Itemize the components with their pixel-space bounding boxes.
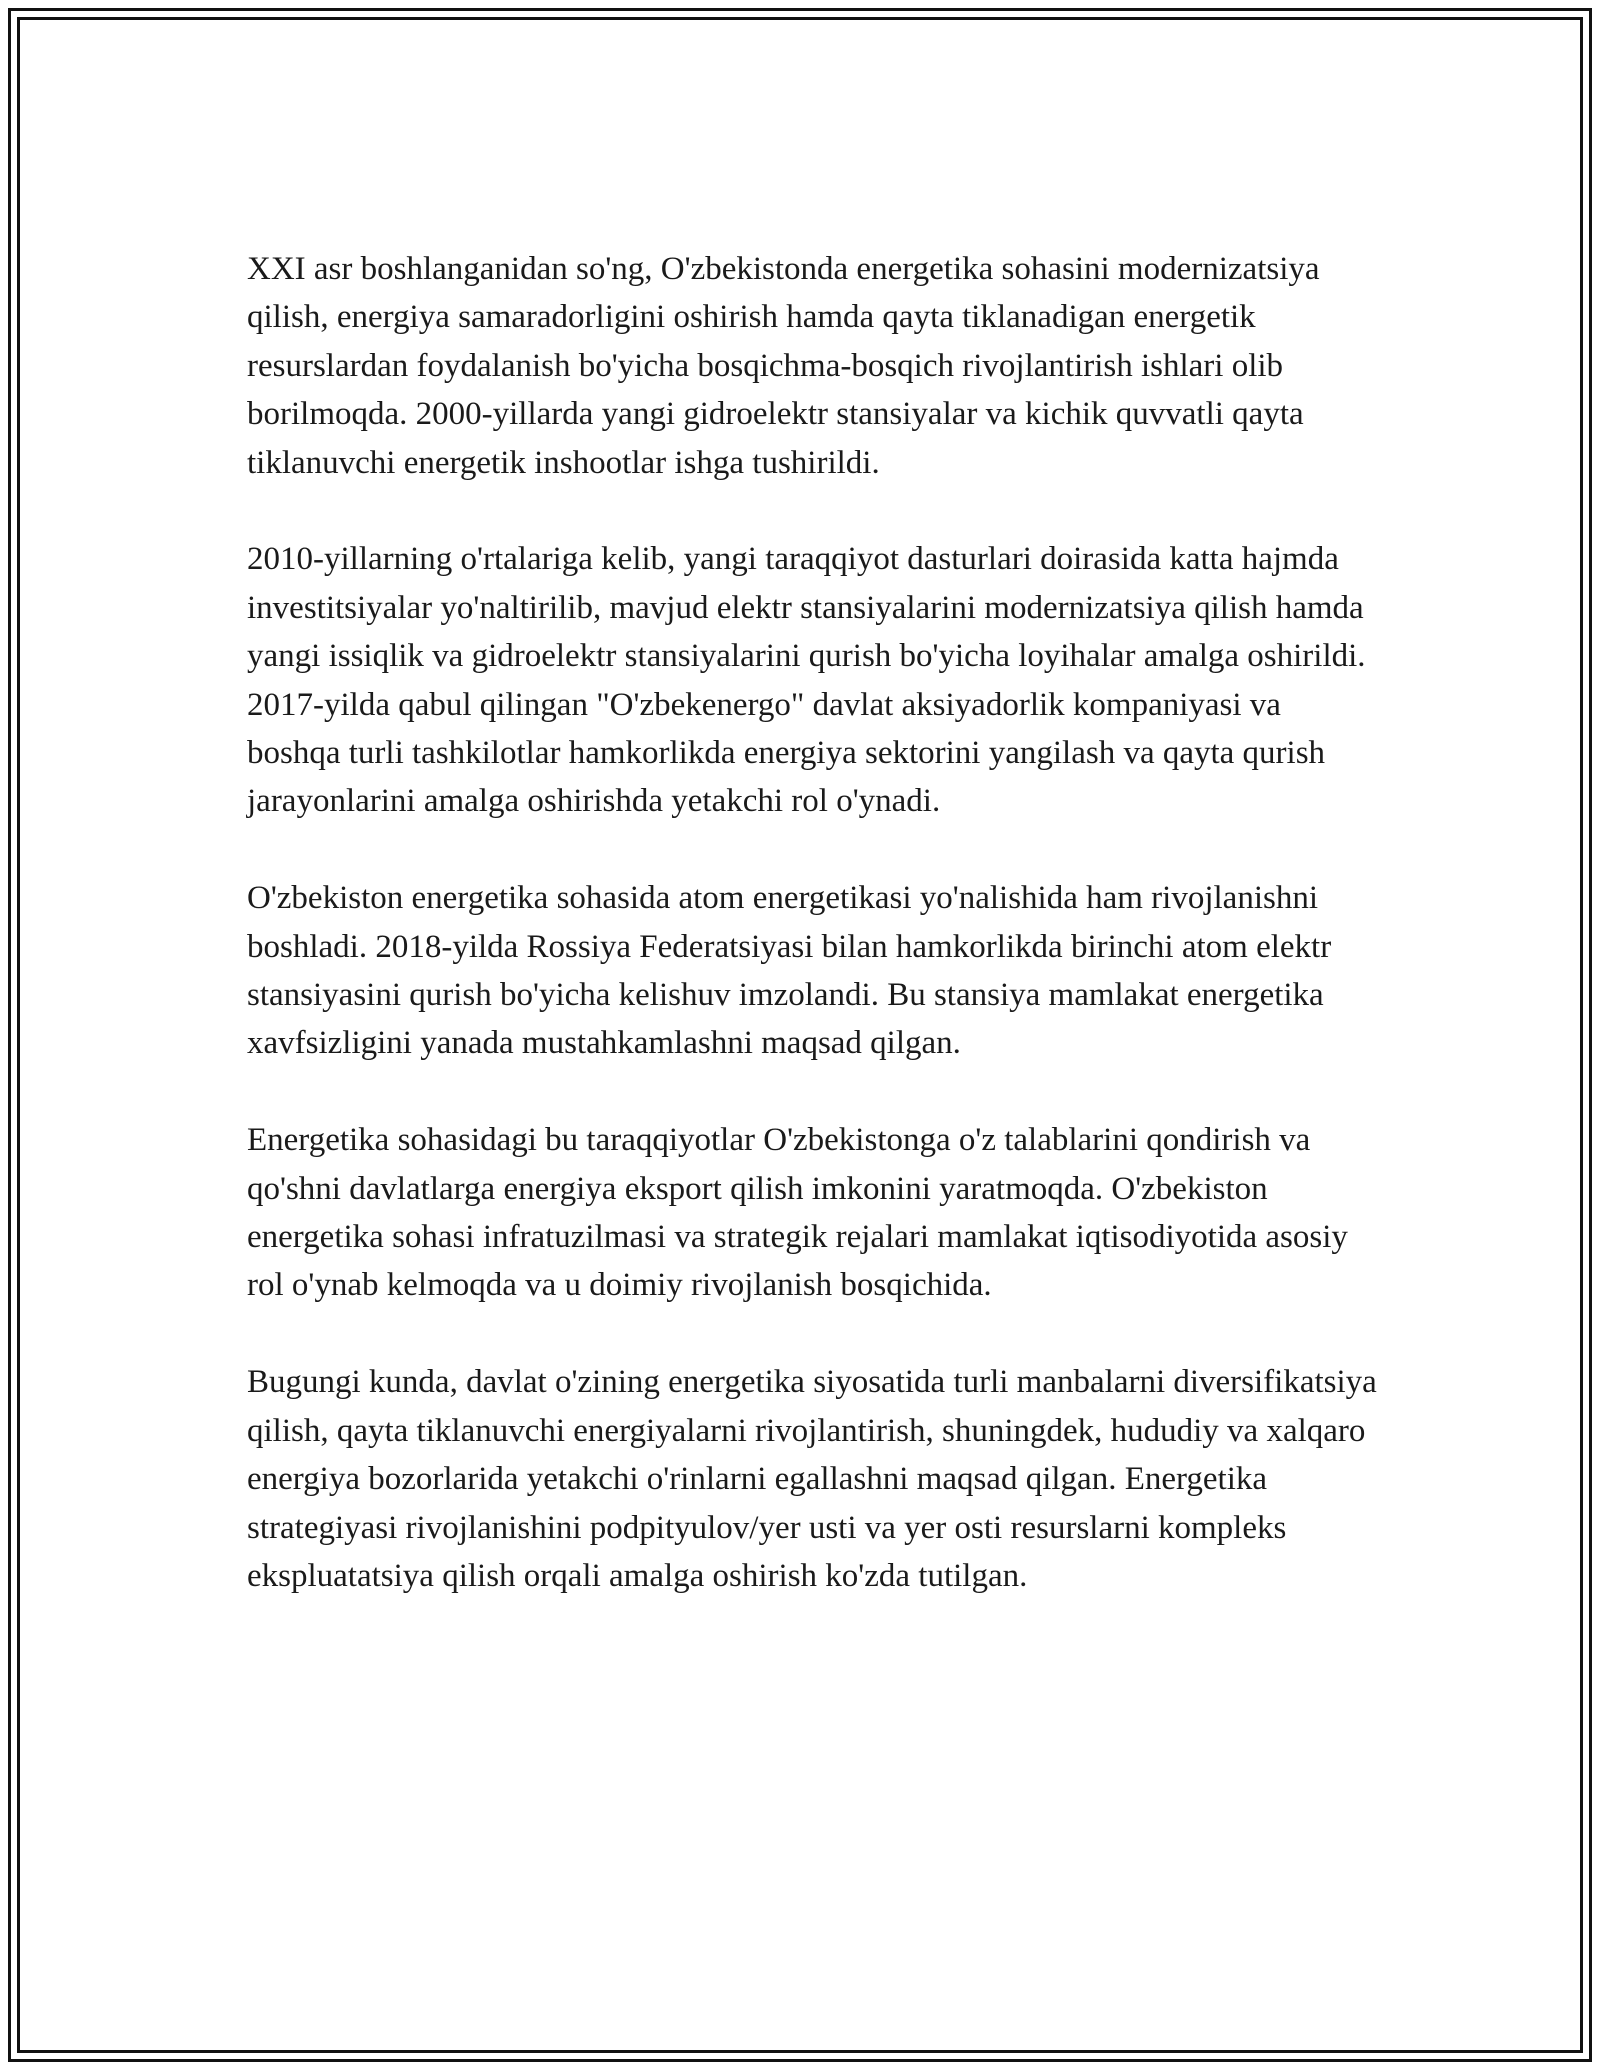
document-body (247, 245, 1377, 1600)
paragraph-1: XXI asr boshlanganidan so'ng, O'zbekistonda energetika sohasini modernizatsiya qilish, energiya samaradorligini oshirish hamda qayta tiklanadigan energetik resurslardan foydalanish bo'yicha bosqichma-bosqich rivojlantirish ishlari olib borilmoqda. 2000-yillarda yangi gidroelektr stansiyalar va kichik quvvatli qayta tiklanuvchi energetik inshootlar ishga tushirildi. (247, 251, 1320, 481)
paragraph-2: 2010-yillarning o'rtalariga kelib, yangi taraqqiyot dasturlari doirasida katta hajmda investitsiyalar yo'naltirilib, mavjud elektr stansiyalarini modernizatsiya qilish hamda yangi issiqlik va gidroelektr stansiyalarini qurish bo'yicha loyihalar amalga oshirildi. 2017-yilda qabul qilingan "O'zbekenergo" davlat aksiyadorlik kompaniyasi va boshqa turli tashkilotlar hamkorlikda energiya sektorini yangilash va qayta qurish jarayonlarini amalga oshirishda yetakchi rol o'ynadi. (247, 541, 1366, 820)
page-border (8, 8, 1592, 2062)
paragraph-3: O'zbekiston energetika sohasida atom energetikasi yo'nalishida ham rivojlanishni boshladi. 2018-yilda Rossiya Federatsiyasi bilan hamkorlikda birinchi atom elektr stansiyasini qurish bo'yicha kelishuv imzolandi. Bu stansiya mamlakat energetika xavfsizligini yanada mustahkamlashni maqsad qilgan. (247, 880, 1332, 1062)
paragraph-5: Bugungi kunda, davlat o'zining energetika siyosatida turli manbalarni diversifikatsiya qilish, qayta tiklanuvchi energiyalarni rivojlantirish, shuningdek, hududiy va xalqaro energiya bozorlarida yetakchi o'rinlarni egallashni maqsad qilgan. Energetika strategiyasi rivojlanishini podpityulov/yer usti va yer osti resurslarni kompleks ekspluatatsiya qilish orqali amalga oshirish ko'zda tutilgan. (247, 1364, 1377, 1594)
paragraph-4: Energetika sohasidagi bu taraqqiyotlar O'zbekistonga o'z talablarini qondirish va qo'shni davlatlarga energiya eksport qilish imkonini yaratmoqda. O'zbekiston energetika sohasi infratuzilmasi va strategik rejalari mamlakat iqtisodiyotida asosiy rol o'ynab kelmoqda va u doimiy rivojlanish bosqichida. (247, 1122, 1348, 1304)
